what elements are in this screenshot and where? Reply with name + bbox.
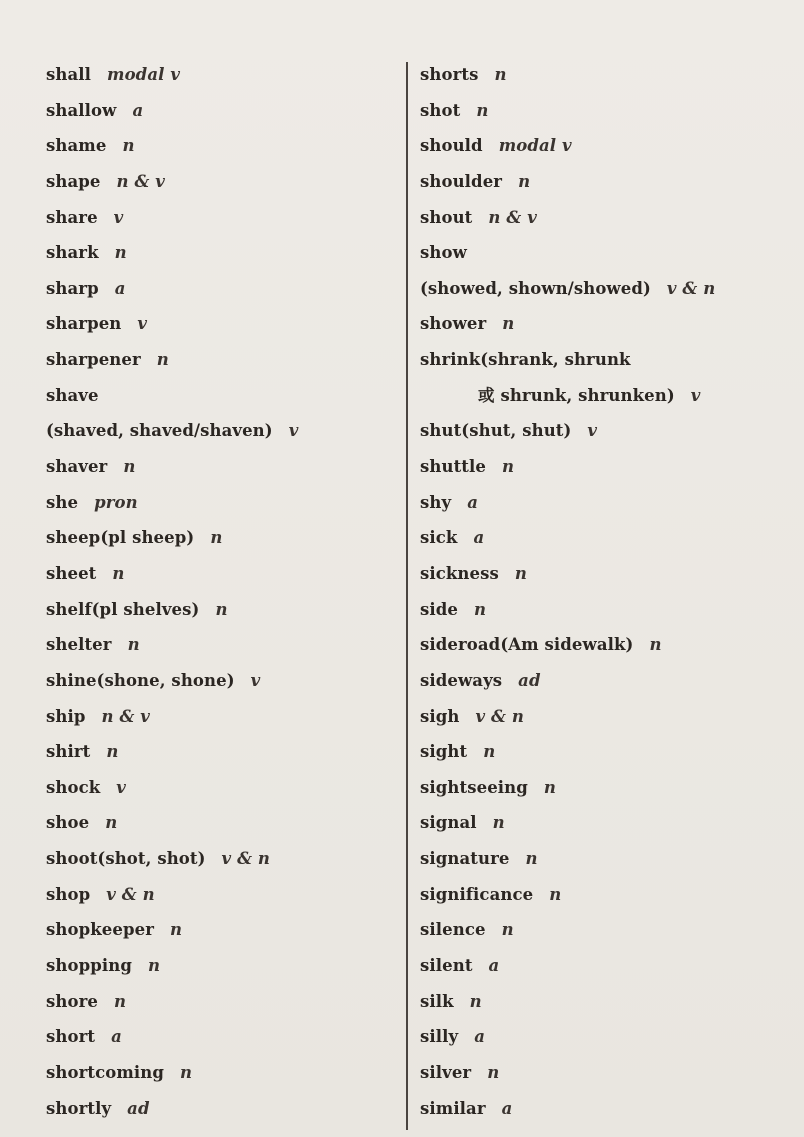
headword: shock xyxy=(46,777,101,797)
part-of-speech: a xyxy=(474,1027,485,1047)
word-entry xyxy=(420,131,790,167)
word-entry xyxy=(420,309,790,345)
part-of-speech: n & v xyxy=(101,706,150,726)
word-entry xyxy=(46,737,401,773)
headword: sickness xyxy=(420,563,499,583)
headword: shoot(shot, shot) xyxy=(46,849,206,869)
headword: 或 shrunk, shrunken) xyxy=(478,385,675,405)
part-of-speech: a xyxy=(473,528,485,548)
part-of-speech: n xyxy=(469,991,482,1011)
part-of-speech: n xyxy=(474,599,487,619)
part-of-speech: n xyxy=(169,920,183,940)
part-of-speech: n xyxy=(105,813,118,833)
word-entry xyxy=(46,844,401,880)
word-entry xyxy=(46,452,401,488)
word-entry xyxy=(420,666,790,702)
word-entry xyxy=(420,773,790,809)
part-of-speech: v xyxy=(250,670,261,690)
word-entry xyxy=(46,808,401,844)
word-entry xyxy=(46,381,401,417)
headword: sharp xyxy=(46,278,99,298)
part-of-speech: v xyxy=(113,207,124,227)
headword: shopping xyxy=(46,956,132,976)
headword: share xyxy=(46,207,98,227)
word-entry xyxy=(46,1022,401,1058)
word-entry xyxy=(46,666,401,702)
headword: sightseeing xyxy=(420,777,528,797)
word-entry xyxy=(46,559,401,595)
headword: shape xyxy=(46,171,101,191)
headword: shrink(shrank, shrunk xyxy=(420,350,631,370)
word-entry xyxy=(46,309,401,345)
headword: shoe xyxy=(46,813,90,833)
part-of-speech: n xyxy=(483,742,496,762)
headword: sight xyxy=(420,742,468,762)
part-of-speech: n xyxy=(122,136,135,156)
word-entry xyxy=(420,1022,790,1058)
part-of-speech: n xyxy=(494,65,507,84)
word-entry xyxy=(46,60,401,96)
headword: sick xyxy=(420,528,458,548)
headword: shore xyxy=(46,991,98,1011)
word-entry xyxy=(46,416,401,452)
word-entry xyxy=(420,880,790,916)
word-entry xyxy=(420,595,790,631)
part-of-speech: n xyxy=(147,956,161,976)
word-entry xyxy=(46,203,401,239)
headword: shuttle xyxy=(420,457,486,477)
word-entry xyxy=(420,559,790,595)
headword: signal xyxy=(420,813,477,833)
part-of-speech: n xyxy=(156,350,169,370)
word-entry xyxy=(420,416,790,452)
headword: silk xyxy=(420,991,454,1011)
part-of-speech: n xyxy=(502,457,515,477)
word-entry xyxy=(420,274,790,310)
word-entry xyxy=(46,523,401,559)
headword: sigh xyxy=(420,706,460,726)
word-entry xyxy=(420,951,790,987)
headword: sheet xyxy=(46,563,97,583)
word-entry xyxy=(420,167,790,203)
word-entry xyxy=(420,488,790,524)
headword: should xyxy=(420,136,483,156)
part-of-speech: a xyxy=(132,100,144,120)
word-entry xyxy=(46,274,401,310)
word-entry xyxy=(420,60,790,96)
word-entry xyxy=(420,238,790,274)
part-of-speech: n xyxy=(502,314,515,334)
headword: sideways xyxy=(420,670,503,690)
part-of-speech: a xyxy=(467,492,478,512)
headword: silent xyxy=(420,956,473,976)
part-of-speech: n xyxy=(649,635,662,655)
part-of-speech: modal v xyxy=(107,65,181,84)
headword: sharpen xyxy=(46,314,122,334)
part-of-speech: n xyxy=(113,991,127,1011)
headword: short xyxy=(46,1027,96,1047)
part-of-speech: modal v xyxy=(498,136,572,156)
headword: shout xyxy=(420,207,473,227)
word-entry xyxy=(420,808,790,844)
part-of-speech: n xyxy=(114,243,127,263)
headword: shelf(pl shelves) xyxy=(46,599,200,619)
part-of-speech: ad xyxy=(518,670,541,690)
part-of-speech: n & v xyxy=(116,171,165,191)
word-entry xyxy=(420,452,790,488)
headword: (shaved, shaved/shaven) xyxy=(46,421,273,441)
headword: shop xyxy=(46,884,91,904)
headword: shine(shone, shone) xyxy=(46,670,235,690)
word-entry xyxy=(420,1094,790,1130)
headword: silence xyxy=(420,920,486,940)
word-entry xyxy=(46,702,401,738)
part-of-speech: n xyxy=(549,884,562,904)
word-entry xyxy=(420,987,790,1023)
word-entry xyxy=(46,630,401,666)
word-entry xyxy=(420,381,790,417)
word-entry xyxy=(420,702,790,738)
part-of-speech: v xyxy=(137,314,148,334)
headword: shut(shut, shut) xyxy=(420,421,572,441)
headword: shelter xyxy=(46,635,112,655)
headword: signature xyxy=(420,849,510,869)
headword: shallow xyxy=(46,100,117,120)
word-entry xyxy=(46,238,401,274)
headword: shark xyxy=(46,243,99,263)
part-of-speech: a xyxy=(488,956,500,976)
word-entry xyxy=(420,345,790,381)
headword: shirt xyxy=(46,742,91,762)
part-of-speech: ad xyxy=(127,1098,150,1118)
word-entry xyxy=(46,595,401,631)
part-of-speech: n xyxy=(492,813,505,833)
part-of-speech: n xyxy=(112,563,125,583)
part-of-speech: n xyxy=(501,920,514,940)
word-entry xyxy=(46,951,401,987)
word-entry xyxy=(46,96,401,132)
headword: sideroad(Am sidewalk) xyxy=(420,635,634,655)
headword: shortly xyxy=(46,1098,112,1118)
part-of-speech: n xyxy=(514,563,528,583)
headword: sharpener xyxy=(46,350,141,370)
headword: shot xyxy=(420,100,461,120)
headword: similar xyxy=(420,1098,486,1118)
word-entry xyxy=(420,630,790,666)
headword: shame xyxy=(46,136,107,156)
headword: ship xyxy=(46,706,86,726)
word-entry xyxy=(46,1094,401,1130)
word-entry xyxy=(46,915,401,951)
part-of-speech: v xyxy=(690,385,701,405)
part-of-speech: a xyxy=(114,278,126,298)
part-of-speech: v & n xyxy=(666,278,716,298)
headword: shopkeeper xyxy=(46,920,154,940)
part-of-speech: n xyxy=(123,457,136,477)
word-entry xyxy=(46,987,401,1023)
part-of-speech: n xyxy=(180,1062,193,1082)
word-entry xyxy=(420,737,790,773)
part-of-speech: v xyxy=(116,777,126,797)
headword: she xyxy=(46,492,79,512)
part-of-speech: n xyxy=(476,100,489,120)
part-of-speech: n xyxy=(518,171,531,191)
word-entry xyxy=(420,203,790,239)
part-of-speech: n xyxy=(543,777,557,797)
word-entry xyxy=(420,1058,790,1094)
part-of-speech: n xyxy=(127,635,140,655)
headword: sheep(pl sheep) xyxy=(46,528,195,548)
column-divider xyxy=(406,62,408,1130)
part-of-speech: n xyxy=(487,1062,500,1082)
right-word-column xyxy=(420,60,790,1129)
left-word-column xyxy=(46,60,401,1129)
word-entry xyxy=(46,131,401,167)
headword: shall xyxy=(46,65,92,84)
headword: silly xyxy=(420,1027,459,1047)
part-of-speech: v & n xyxy=(221,849,271,869)
word-entry xyxy=(420,96,790,132)
word-entry xyxy=(420,915,790,951)
headword: shaver xyxy=(46,457,108,477)
part-of-speech: v & n xyxy=(106,884,155,904)
part-of-speech: v xyxy=(587,421,598,441)
headword: shy xyxy=(420,492,452,512)
headword: shoulder xyxy=(420,171,503,191)
headword: shortcoming xyxy=(46,1062,165,1082)
part-of-speech: a xyxy=(501,1098,513,1118)
word-entry xyxy=(420,844,790,880)
word-entry xyxy=(46,773,401,809)
headword: (showed, shown/showed) xyxy=(420,278,651,298)
headword: shower xyxy=(420,314,487,334)
headword: significance xyxy=(420,884,534,904)
part-of-speech: n xyxy=(215,599,228,619)
word-entry xyxy=(420,523,790,559)
part-of-speech: v & n xyxy=(475,706,524,726)
part-of-speech: pron xyxy=(94,492,138,512)
word-entry xyxy=(46,488,401,524)
part-of-speech: n xyxy=(106,742,119,762)
part-of-speech: n xyxy=(210,528,223,548)
part-of-speech: a xyxy=(111,1027,122,1047)
word-entry xyxy=(46,345,401,381)
headword: shave xyxy=(46,385,99,405)
headword: show xyxy=(420,243,467,263)
headword: shorts xyxy=(420,65,479,84)
part-of-speech: n & v xyxy=(488,207,537,227)
word-entry xyxy=(46,880,401,916)
headword: silver xyxy=(420,1062,472,1082)
part-of-speech: n xyxy=(525,849,538,869)
headword: side xyxy=(420,599,458,619)
part-of-speech: v xyxy=(288,421,299,441)
word-entry xyxy=(46,167,401,203)
word-entry xyxy=(46,1058,401,1094)
